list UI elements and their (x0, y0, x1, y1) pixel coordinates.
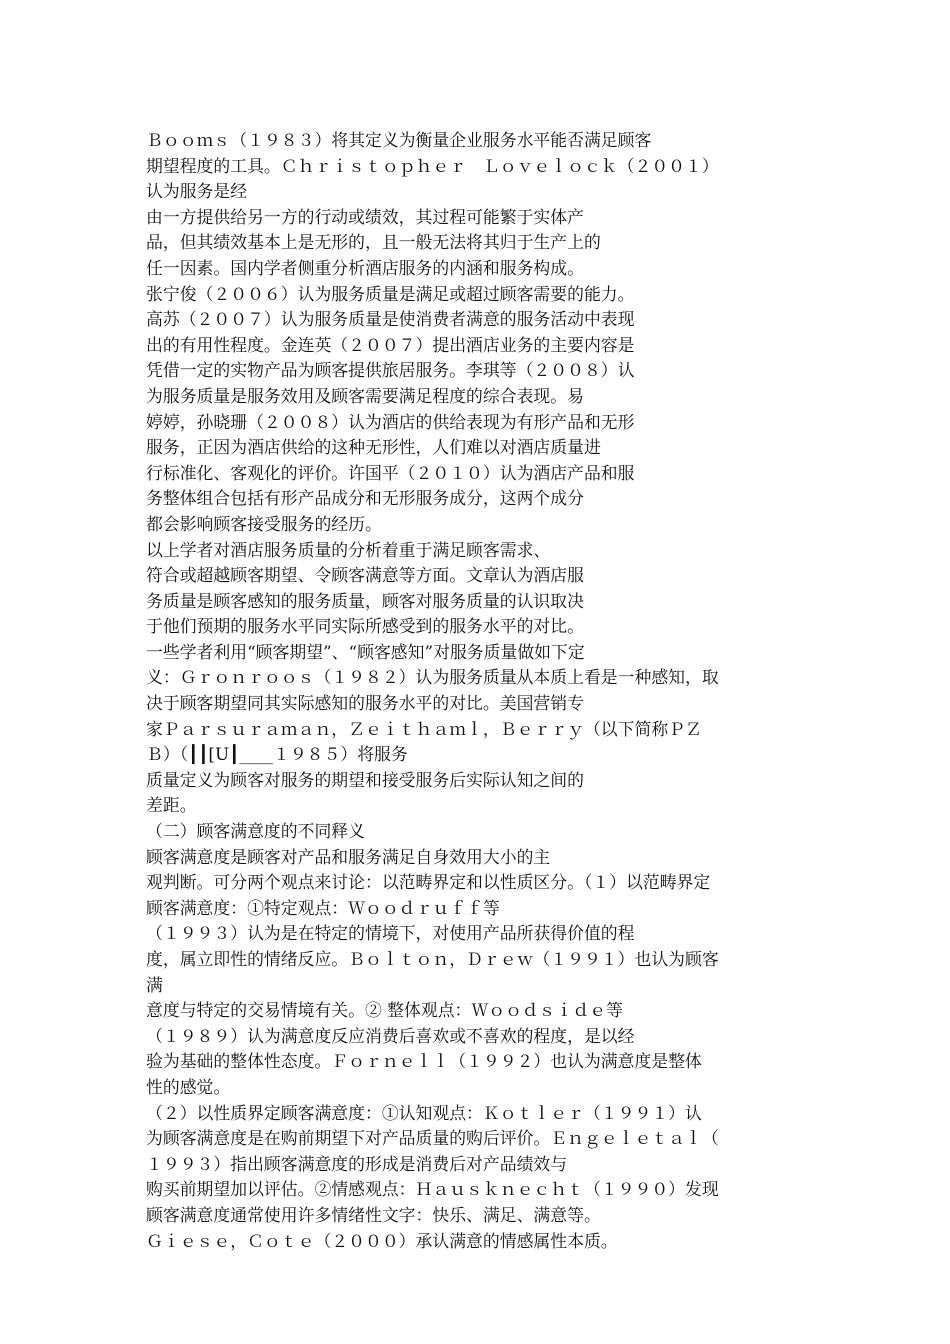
text-line: Ｂｏｏｍｓ（１９８３）将其定义为衡量企业服务水平能否满足顾客 (146, 130, 652, 150)
text-line: 认为服务是经 (146, 181, 248, 202)
text-line: 出的有用性程度。金连英（２００７）提出酒店业务的主要内容是 (146, 334, 635, 355)
text-line: 务质量是顾客感知的服务质量，顾客对服务质量的认识取决 (146, 590, 584, 611)
text-line: Ｇｉｅｓｅ，Ｃｏｔｅ（２０００）承认满意的情感属性本质。 (146, 1230, 618, 1251)
text-line: 任一因素。国内学者侧重分析酒店服务的内涵和服务构成。 (146, 257, 584, 278)
text-line: （１９９３）认为是在特定的情境下，对使用产品所获得价值的程 (146, 923, 635, 944)
text-line: 顾客满意度是顾客对产品和服务满足自身效用大小的主 (146, 846, 551, 867)
text-line: 意度与特定的交易情境有关。② 整体观点：Ｗｏｏｄｓｉｄｅ等 (146, 1000, 623, 1021)
text-line: 品，但其绩效基本上是无形的，且一般无法将其归于生产上的 (146, 232, 601, 253)
text-line: 满 (146, 974, 163, 995)
text-line: （二）顾客满意度的不同释义 (146, 821, 365, 842)
text-line: Ｂ）（┃┃[U┃____１９８５）将服务 (146, 744, 408, 765)
text-line: 婷婷，孙晓珊（２００８）认为酒店的供给表现为有形产品和无形 (146, 411, 635, 432)
text-line: 务整体组合包括有形产品成分和无形服务成分，这两个成分 (146, 488, 584, 509)
text-line: 家Ｐａｒｓｕｒａｍａｎ，Ｚｅｉｔｈａｍｌ，Ｂｅｒｒｙ（以下简称ＰＺ (146, 718, 702, 739)
text-line: 都会影响顾客接受服务的经历。 (146, 513, 382, 534)
text-line: 符合或超越顾客期望、令顾客满意等方面。文章认为酒店服 (146, 565, 584, 586)
text-line: 度，属立即性的情绪反应。Ｂｏｌｔｏｎ，Ｄｒｅｗ（１９９１）也认为顾客 (146, 949, 719, 969)
body-text (146, 128, 806, 1254)
text-line: （１９８９）认为满意度反应消费后喜欢或不喜欢的程度，是以经 (146, 1025, 635, 1046)
text-line: 凭借一定的实物产品为顾客提供旅居服务。李琪等（２００８）认 (146, 360, 635, 381)
text-line: 为顾客满意度是在购前期望下对产品质量的购后评价。Ｅｎｇｅｌｅｔａｌ（ (146, 1128, 719, 1149)
text-line: 服务，正因为酒店供给的这种无形性，人们难以对酒店质量进 (146, 437, 601, 458)
text-line: 差距。 (146, 795, 197, 816)
text-line: 观判断。可分两个观点来讨论：以范畴界定和以性质区分。（１）以范畴界定 (146, 872, 711, 893)
text-line: 行标准化、客观化的评价。许国平（２０１０）认为酒店产品和服 (146, 462, 635, 483)
text-line: 高苏（２００７）认为服务质量是使消费者满意的服务活动中表现 (146, 309, 635, 330)
text-line: 质量定义为顾客对服务的期望和接受服务后实际认知之间的 (146, 769, 584, 790)
text-line: 一些学者利用“顾客期望”、“顾客感知”对服务质量做如下定 (146, 641, 585, 662)
text-line: 决于顾客期望同其实际感知的服务水平的对比。美国营销专 (146, 693, 584, 714)
text-line: （２）以性质界定顾客满意度：①认知观点：Ｋｏｔｌｅｒ（１９９１）认 (146, 1102, 702, 1123)
text-line: 张宁俊（２００６）认为服务质量是满足或超过顾客需要的能力。 (146, 283, 635, 304)
text-line: 购买前期望加以评估。②情感观点：Ｈａｕｓｋｎｅｃｈｔ（１９９０）发现 (146, 1179, 719, 1200)
text-line: 顾客满意度：①特定观点：Ｗｏｏｄｒｕｆｆ等 (146, 897, 500, 918)
text-line: 期望程度的工具。Ｃｈｒｉｓｔｏｐｈｅｒ Ｌｏｖｅｌｏｃｋ（２００１） (146, 155, 719, 176)
text-line: 以上学者对酒店服务质量的分析着重于满足顾客需求、 (146, 539, 551, 560)
text-line: 为服务质量是服务效用及顾客需要满足程度的综合表现。易 (146, 385, 584, 406)
text-line: 义：Ｇｒｏｎｒｏｏｓ（１９８２）认为服务质量从本质上看是一种感知，取 (146, 667, 719, 688)
text-line: 由一方提供给另一方的行动或绩效，其过程可能繁于实体产 (146, 206, 584, 227)
text-line: １９９３）指出顾客满意度的形成是消费后对产品绩效与 (146, 1153, 568, 1174)
text-line: 顾客满意度通常使用许多情绪性文字：快乐、满足、满意等。 (146, 1204, 601, 1225)
text-line: 性的感觉。 (146, 1076, 231, 1097)
text-line: 于他们预期的服务水平同实际所感受到的服务水平的对比。 (146, 616, 584, 637)
text-line: 验为基础的整体性态度。Ｆｏｒｎｅｌｌ（１９９２）也认为满意度是整体 (146, 1051, 702, 1072)
